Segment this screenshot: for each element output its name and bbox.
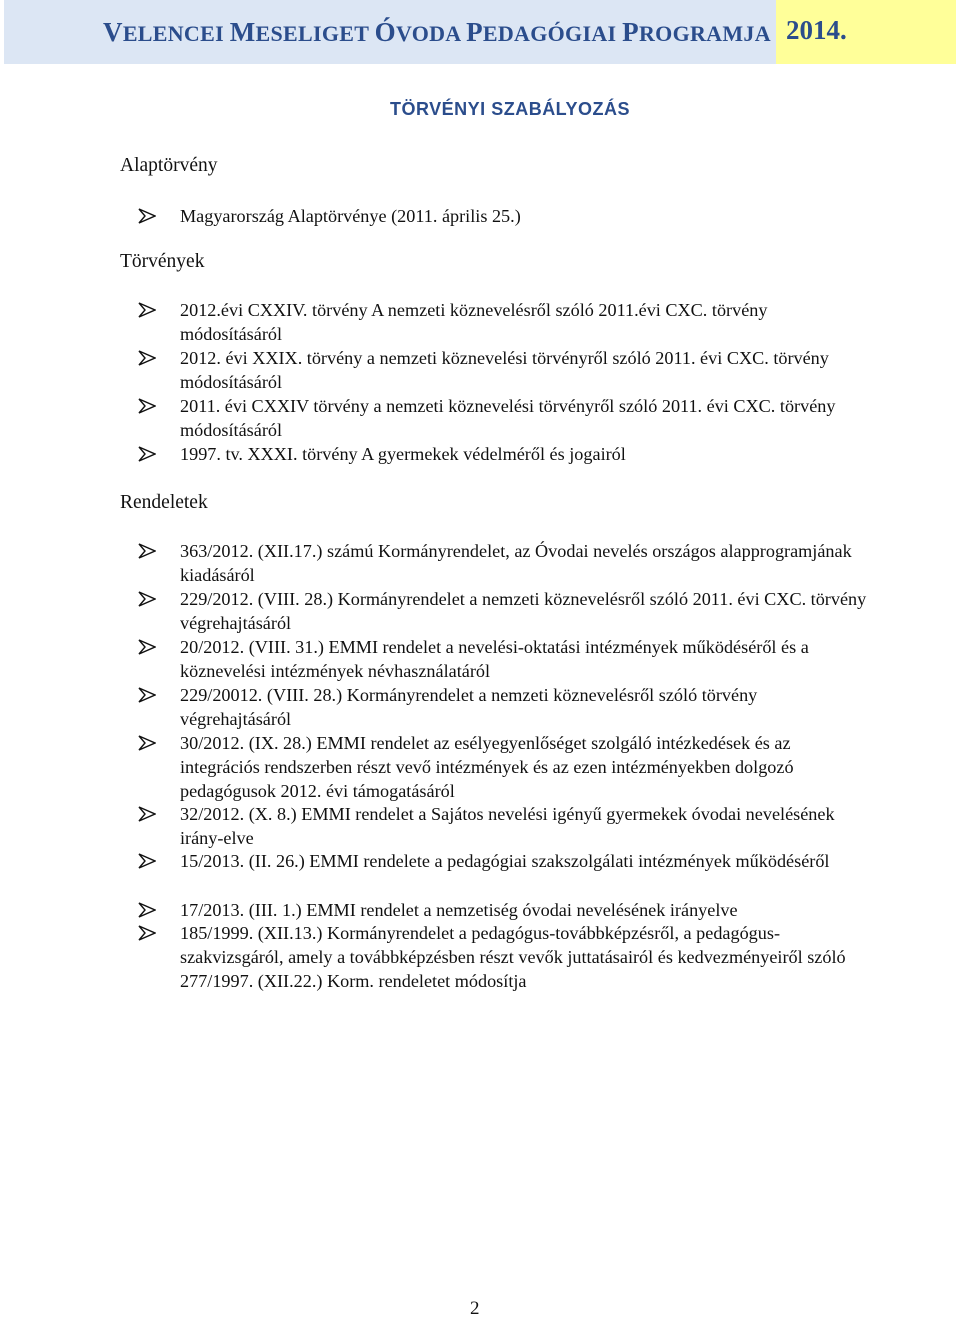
arrow-bullet-icon xyxy=(138,442,164,466)
list-item: 2011. évi CXXIV törvény a nemzeti köznevelési törvényről szóló 2011. évi CXC. törvény módosításáról xyxy=(180,396,836,440)
list-item: 229/2012. (VIII. 28.) Kormányrendelet a nemzeti köznevelésről szóló 2011. évi CXC. törvény végrehajtásáról xyxy=(180,589,867,633)
arrow-bullet-icon xyxy=(138,683,164,707)
list-item: 185/1999. (XII.13.) Kormányrendelet a pedagógus-továbbképzésről, a pedagógus-szakvizsgáról, amely a továbbképzésben részt vevők juttatásairól és kedvezményeiről szóló 277/1997. (XII.22.) Korm. rendeletet módosítja xyxy=(180,923,846,991)
header-title-part: PROGRAMJA xyxy=(622,17,771,47)
arrow-bullet-icon xyxy=(138,921,164,945)
header-title-part: MESELIGET xyxy=(229,17,375,47)
arrow-bullet-icon xyxy=(138,539,164,563)
arrow-bullet-icon xyxy=(138,898,164,922)
arrow-bullet-icon xyxy=(138,394,164,418)
header-title-part: PEDAGÓGIAI xyxy=(466,17,623,47)
group-title-torvenyek: Törvények xyxy=(120,251,205,272)
group-title-rendeletek: Rendeletek xyxy=(120,492,208,513)
list-item: 2012.évi CXXIV. törvény A nemzeti köznevelésről szóló 2011.évi CXC. törvény módosításáról xyxy=(180,300,768,344)
list-item: 229/20012. (VIII. 28.) Kormányrendelet a nemzeti köznevelésről szóló törvény végrehajtásáról xyxy=(180,685,758,729)
arrow-bullet-icon xyxy=(138,802,164,826)
page-header xyxy=(4,0,956,64)
header-title-part: VELENCEI xyxy=(103,17,230,47)
list-item: 30/2012. (IX. 28.) EMMI rendelet az esélyegyenlőséget szolgáló intézkedések és az integrációs rendszerben részt vevő intézmények és az ezen intézményekben dolgozó pedagógusok 2012. évi támogatásáról xyxy=(180,733,794,801)
list-item: 15/2013. (II. 26.) EMMI rendelete a pedagógiai szakszolgálati intézmények működéséről xyxy=(180,851,830,871)
arrow-bullet-icon xyxy=(138,346,164,370)
list-item: 20/2012. (VIII. 31.) EMMI rendelet a nevelési-oktatási intézmények működéséről és a köznevelési intézmények névhasználatáról xyxy=(180,637,809,681)
arrow-bullet-icon xyxy=(138,635,164,659)
list-item: Magyarország Alaptörvénye (2011. április 25.) xyxy=(180,206,521,226)
arrow-bullet-icon xyxy=(138,849,164,873)
page-number: 2 xyxy=(470,1298,480,1319)
arrow-bullet-icon xyxy=(138,587,164,611)
list-item: 363/2012. (XII.17.) számú Kormányrendelet, az Óvodai nevelés országos alapprogramjának kiadásáról xyxy=(180,541,852,585)
arrow-bullet-icon xyxy=(138,298,164,322)
list-item: 17/2013. (III. 1.) EMMI rendelet a nemzetiség óvodai nevelésének irányelve xyxy=(180,900,738,920)
header-title-part: ÓVODA xyxy=(374,17,467,47)
header-title xyxy=(4,0,776,64)
arrow-bullet-icon xyxy=(138,204,164,228)
list-item: 1997. tv. XXXI. törvény A gyermekek védelméről és jogairól xyxy=(180,444,626,464)
group-title-alaptorveny: Alaptörvény xyxy=(120,155,218,176)
list-item: 32/2012. (X. 8.) EMMI rendelet a Sajátos nevelési igényű gyermekek óvodai nevelésének irány-elve xyxy=(180,804,835,848)
header-year: 2014. xyxy=(776,0,956,64)
section-heading: TÖRVÉNYI SZABÁLYOZÁS xyxy=(390,99,631,119)
arrow-bullet-icon xyxy=(138,731,164,755)
list-item: 2012. évi XXIX. törvény a nemzeti köznevelési törvényről szóló 2011. évi CXC. törvény módosításáról xyxy=(180,348,829,392)
